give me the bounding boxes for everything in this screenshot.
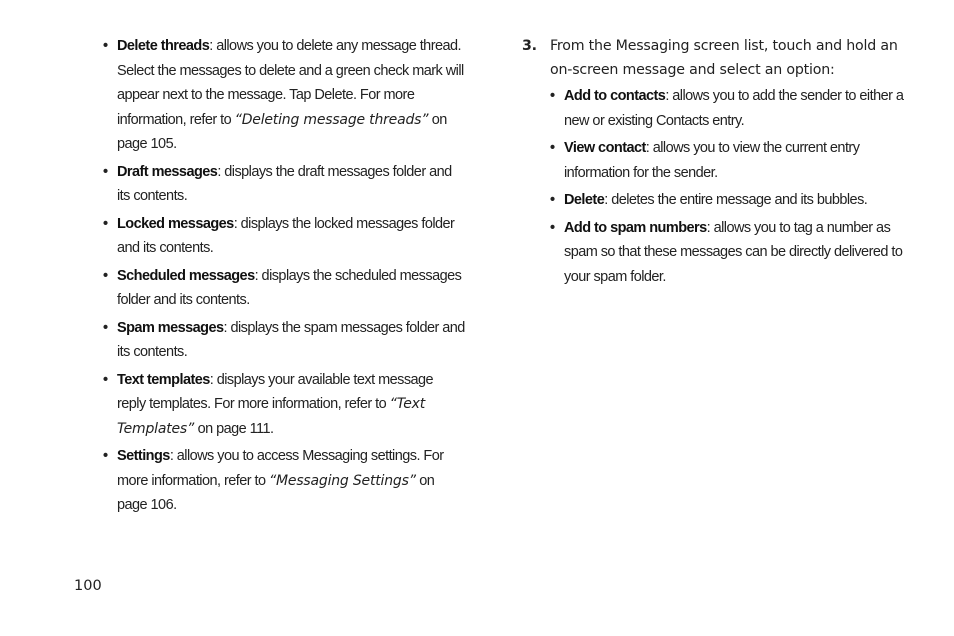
bullet: • xyxy=(550,140,555,156)
item-description: : displays the draft messages folder and its contents. xyxy=(117,163,452,204)
item-description: : displays the scheduled messages folder and its contents. xyxy=(117,267,462,308)
list-item xyxy=(103,368,465,442)
item-description: : deletes the entire message and its bubbles. xyxy=(604,192,868,208)
list-item xyxy=(103,316,465,365)
item-description: : displays the spam messages folder and its contents. xyxy=(117,319,465,360)
item-description: : allows you to tag a number as spam so that these messages can be directly delivered to your spam folder. xyxy=(564,219,903,285)
item-description: : allows you to access Messaging settings. For more information, refer to xyxy=(117,448,444,489)
item-term: Delete xyxy=(564,192,605,208)
item-term: Add to contacts xyxy=(564,88,666,104)
folder-options-list xyxy=(103,34,465,518)
right-column xyxy=(522,34,912,292)
bullet: • xyxy=(550,192,555,208)
item-term: Spam messages xyxy=(117,319,224,336)
list-item xyxy=(103,212,465,261)
list-item xyxy=(103,34,465,157)
bullet: • xyxy=(103,267,108,284)
item-description: : allows you to view the current entry information for the sender. xyxy=(564,140,860,181)
item-term: Settings xyxy=(117,448,170,464)
list-item xyxy=(550,216,912,290)
list-item xyxy=(103,444,465,518)
list-item xyxy=(550,136,912,185)
item-term: Draft messages xyxy=(117,163,218,180)
step-3 xyxy=(522,34,912,82)
bullet: • xyxy=(103,215,108,232)
bullet: • xyxy=(103,38,108,54)
bullet: • xyxy=(103,371,108,388)
item-term: Add to spam numbers xyxy=(564,219,707,236)
bullet: • xyxy=(550,219,555,236)
cross-reference-link[interactable]: “Deleting message threads” xyxy=(234,111,429,128)
item-description: : displays the locked messages folder and its contents. xyxy=(117,215,455,256)
step-text: From the Messaging screen list, touch and hold an on-screen message and select an option: xyxy=(550,38,898,78)
bullet: • xyxy=(103,319,108,336)
page-reference: on page 105. xyxy=(117,111,447,152)
left-column xyxy=(103,34,465,521)
page-reference: on page 111. xyxy=(194,420,274,437)
list-item xyxy=(550,84,912,133)
list-item xyxy=(103,160,465,209)
page-number: 100 xyxy=(74,578,102,594)
bullet: • xyxy=(550,88,555,104)
cross-reference-link[interactable]: “Messaging Settings” xyxy=(268,472,416,489)
step-number: 3. xyxy=(522,38,537,54)
item-term: Locked messages xyxy=(117,215,234,232)
item-term: Scheduled messages xyxy=(117,267,255,284)
item-description: : allows you to delete any message thread. Select the messages to delete and a green check mark will appear next to the message. Tap Delete. For more information, refer to xyxy=(117,38,464,128)
page-reference: on page 106. xyxy=(117,472,435,513)
cross-reference-link[interactable]: “Text Templates” xyxy=(117,396,426,437)
list-item xyxy=(550,188,912,213)
item-term: Text templates xyxy=(117,371,210,388)
bullet: • xyxy=(103,163,108,180)
item-description: : allows you to add the sender to either a new or existing Contacts entry. xyxy=(564,88,904,129)
item-term: Delete threads xyxy=(117,38,210,54)
bullet: • xyxy=(103,448,108,464)
message-options-list xyxy=(522,84,912,289)
item-description: : displays your available text message reply templates. For more information, refer to xyxy=(117,371,434,412)
item-term: View contact xyxy=(564,140,646,156)
list-item xyxy=(103,264,465,313)
